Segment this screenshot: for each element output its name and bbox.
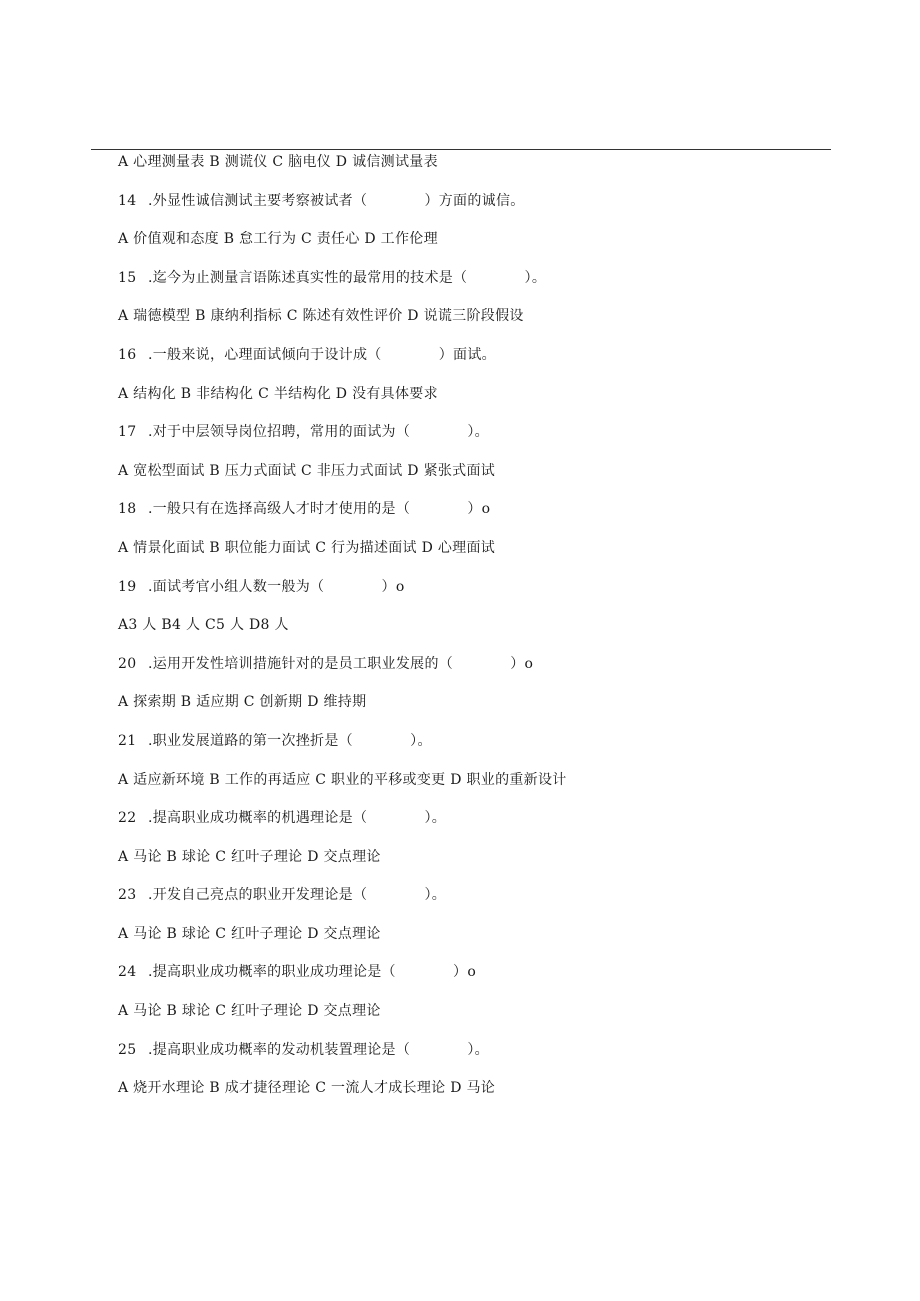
question-number: 15 [118,269,137,286]
answer-options: A 探索期 B 适应期 C 创新期 D 维持期 [118,694,367,711]
question-text: .开发自己亮点的职业开发理论是（ ）。 [148,887,447,904]
question-number: 16 [118,346,137,363]
question-number: 18 [118,501,137,518]
question-item [118,420,818,459]
question-item [118,960,818,999]
question-text: .面试考官小组人数一般为（ ）o [148,578,405,595]
question-text: .提高职业成功概率的机遇理论是（ ）。 [148,810,447,827]
answer-options: A 情景化面试 B 职位能力面试 C 行为描述面试 D 心理面试 [118,539,496,556]
question-number: 24 [118,964,137,981]
question-text: .运用开发性培训措施针对的是员工职业发展的（ ）o [148,655,534,672]
question-number: 20 [118,655,137,672]
answer-options: A 烧开水理论 B 成才捷径理论 C 一流人才成长理论 D 马论 [118,1080,496,1097]
question-number: 23 [118,887,137,904]
question-item [118,343,818,382]
answer-options: A 瑞德模型 B 康纳利指标 C 陈述有效性评价 D 说谎三阶段假设 [118,308,524,325]
question-text: .外显性诚信测试主要考察被试者（ ）方面的诚信。 [148,192,525,209]
question-item [118,266,818,305]
question-text: .迄今为止测量言语陈述真实性的最常用的技术是（ ）。 [148,269,547,286]
question-item [118,497,818,536]
question-number: 22 [118,810,137,827]
answer-options: A 结构化 B 非结构化 C 半结构化 D 没有具体要求 [118,385,438,402]
question-text: .一般只有在选择高级人才时才使用的是（ ）o [148,501,491,518]
question-item [118,189,818,228]
answer-options: A 马论 B 球论 C 红叶子理论 D 交点理论 [118,1003,381,1020]
answer-options: A 马论 B 球论 C 红叶子理论 D 交点理论 [118,925,381,942]
question-item [118,806,818,845]
answer-options: A 马论 B 球论 C 红叶子理论 D 交点理论 [118,848,381,865]
question-list [118,150,818,1115]
question-number: 21 [118,732,137,749]
question-text: .职业发展道路的第一次挫折是（ ）。 [148,732,432,749]
question-item [118,883,818,922]
answer-options: A3 人 B4 人 C5 人 D8 人 [118,617,289,634]
question-number: 19 [118,578,137,595]
question-number: 14 [118,192,137,209]
question-item [118,575,818,614]
question-item [118,652,818,691]
question-text: .一般来说，心理面试倾向于设计成（ ）面试。 [148,346,496,363]
answer-options: A 适应新环境 B 工作的再适应 C 职业的平移或变更 D 职业的重新设计 [118,771,567,788]
answer-options: A 价值观和态度 B 怠工行为 C 责任心 D 工作伦理 [118,231,438,248]
question-number: 25 [118,1041,137,1058]
question-number: 17 [118,424,137,441]
question-text: .对于中层领导岗位招聘，常用的面试为（ ）。 [148,424,489,441]
question-text: .提高职业成功概率的发动机装置理论是（ ）。 [148,1041,489,1058]
question-item [118,729,818,768]
question-item [118,1038,818,1077]
answer-options: A 心理测量表 B 测谎仪 C 脑电仪 D 诚信测试量表 [118,154,438,170]
question-text: .提高职业成功概率的职业成功理论是（ ）o [148,964,477,981]
answer-options: A 宽松型面试 B 压力式面试 C 非压力式面试 D 紧张式面试 [118,462,496,479]
